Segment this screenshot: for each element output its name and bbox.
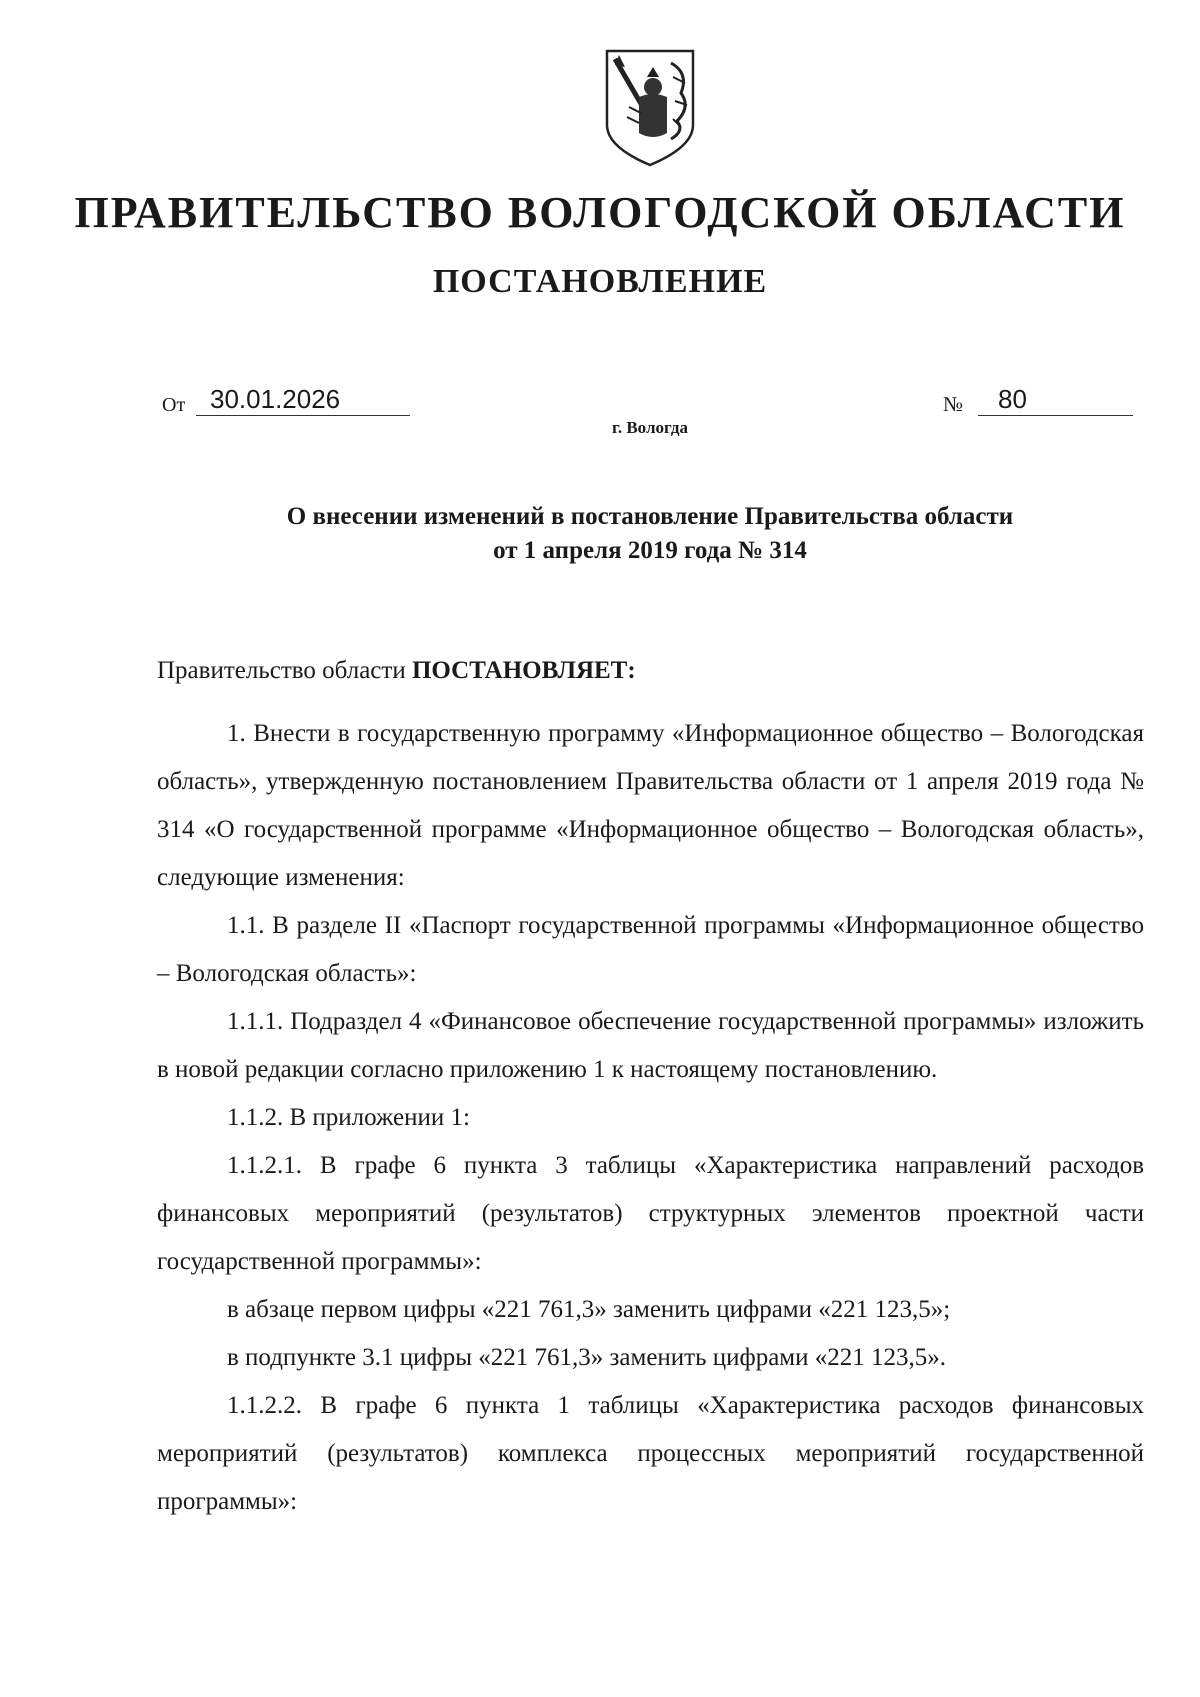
body-paragraph: в абзаце первом цифры «221 761,3» заменить цифрами «221 123,5»; [227, 1296, 951, 1323]
body-paragraph: 1.1.2.1. В графе 6 пункта 3 таблицы «Характеристика направлений расходов финансовых мероприятий (результатов) структурных элементов проектной части государственной программы»: [157, 1152, 1144, 1275]
organization-title: ПРАВИТЕЛЬСТВО ВОЛОГОДСКОЙ ОБЛАСТИ [74, 188, 1126, 237]
number-prefix: № [943, 392, 964, 416]
document-body [157, 710, 1144, 1526]
decree-intro [157, 654, 636, 688]
city-label: г. Вологда [612, 418, 688, 437]
body-paragraph: 1.1.2.2. В графе 6 пункта 1 таблицы «Характеристика расходов финансовых мероприятий (результатов) комплекса процессных мероприятий государственной программы»: [157, 1392, 1144, 1515]
date-prefix: От [162, 394, 186, 416]
decree-intro-keyword: ПОСТАНОВЛЯЕТ: [411, 657, 636, 684]
body-paragraph: 1. Внести в государственную программу «Информационное общество – Вологодская область», утвержденную постановлением Правительства области от 1 апреля 2019 года № 314 «О государственной программе «Информационное общество – Вологодская область», следующие изменения: [157, 720, 1144, 891]
document-subject [0, 500, 1200, 568]
date-value: 30.01.2026 [196, 383, 410, 416]
body-paragraph: в подпункте 3.1 цифры «221 761,3» заменить цифрами «221 123,5». [227, 1344, 947, 1371]
number-value: 80 [978, 383, 1133, 416]
subject-line: от 1 апреля 2019 года № 314 [493, 537, 807, 564]
decree-intro-text: Правительство области [157, 657, 412, 684]
body-paragraph: 1.1.2. В приложении 1: [227, 1104, 470, 1131]
document-type-title: ПОСТАНОВЛЕНИЕ [432, 263, 768, 300]
coat-of-arms-icon [601, 47, 699, 168]
body-paragraph: 1.1. В разделе II «Паспорт государственной программы «Информационное общество – Вологодская область»: [157, 912, 1144, 987]
subject-line: О внесении изменений в постановление Правительства области [286, 503, 1014, 530]
body-paragraph: 1.1.1. Подраздел 4 «Финансовое обеспечение государственной программы» изложить в новой редакции согласно приложению 1 к настоящему постановлению. [157, 1008, 1144, 1083]
